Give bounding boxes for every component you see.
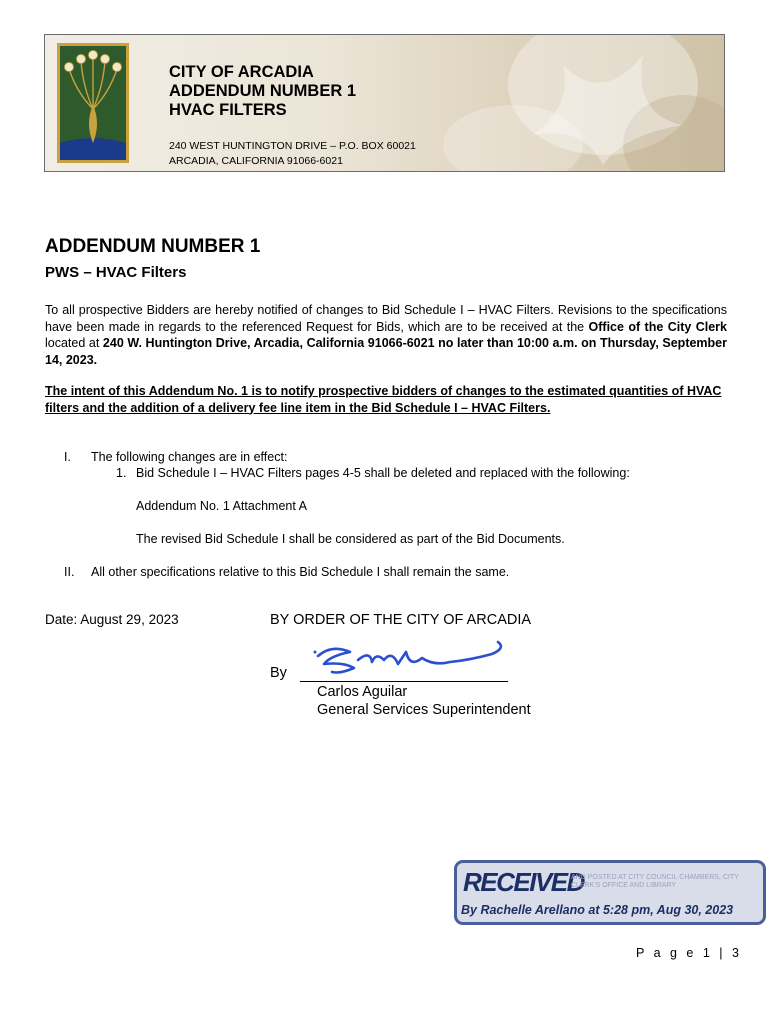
revised-schedule-note: The revised Bid Schedule I shall be considered as part of the Bid Documents.	[136, 532, 565, 546]
list-item-text-2: All other specifications relative to this Bid Schedule I shall remain the same.	[91, 565, 510, 579]
list-item-text-1: The following changes are in effect:	[91, 450, 288, 464]
sublist-item-text: Bid Schedule I – HVAC Filters pages 4-5 shall be deleted and replaced with the following:	[136, 466, 630, 480]
intent-paragraph: The intent of this Addendum No. 1 is to notify prospective bidders of changes to the estimated quantities of HVAC filters and the addition of a delivery fee line item in the Bid Schedule I – HVAC Filters.	[45, 384, 722, 415]
intro-paragraph	[45, 302, 727, 368]
stamp-received-by: By Rachelle Arellano at 5:28 pm, Aug 30, 2023	[461, 903, 734, 917]
stamp-fine-print: AND POSTED AT CITY COUNCIL CHAMBERS, CITY CLERK'S OFFICE AND LIBRARY	[571, 874, 739, 889]
date-line: Date: August 29, 2023	[45, 612, 179, 627]
intro-text-part2: located at	[45, 336, 103, 350]
header-address-line2: ARCADIA, CALIFORNIA 91066-6021	[169, 155, 343, 167]
attachment-reference: Addendum No. 1 Attachment A	[136, 499, 307, 513]
intro-bold-office: Office of the City Clerk	[588, 319, 727, 334]
header-banner	[44, 34, 725, 172]
by-label: By	[270, 665, 287, 681]
handwritten-signature	[310, 638, 510, 684]
header-city-name: CITY OF ARCADIA	[169, 63, 314, 81]
intro-bold-address-deadline: 240 W. Huntington Drive, Arcadia, California 91066-6021 no later than 10:00 a.m. on Thursday, September 14, 2023.	[45, 336, 727, 367]
document-subheading: PWS – HVAC Filters	[45, 264, 187, 281]
list-item-marker-2: II.	[64, 565, 75, 579]
sublist-item-marker: 1.	[116, 466, 127, 480]
header-project-title: HVAC FILTERS	[169, 101, 287, 119]
signer-title: General Services Superintendent	[317, 702, 531, 718]
city-seal-logo	[57, 43, 129, 163]
stamp-received-label: RECEIVED	[463, 867, 584, 897]
header-address-line1: 240 WEST HUNTINGTON DRIVE – P.O. BOX 60021	[169, 140, 416, 152]
signer-name: Carlos Aguilar	[317, 684, 408, 700]
intro-text-part1: To all prospective Bidders are hereby notified of changes to Bid Schedule I – HVAC Filters. Revisions to the specifications have been made in regards to the referenced Request for Bids, which are to be received at the	[45, 303, 727, 334]
page-number: P a g e 1 | 3	[636, 946, 742, 960]
received-stamp	[454, 860, 766, 925]
document-heading: ADDENDUM NUMBER 1	[45, 236, 261, 257]
order-line: BY ORDER OF THE CITY OF ARCADIA	[270, 612, 532, 628]
list-item-marker-1: I.	[64, 450, 71, 464]
header-addendum-title: ADDENDUM NUMBER 1	[169, 82, 357, 100]
